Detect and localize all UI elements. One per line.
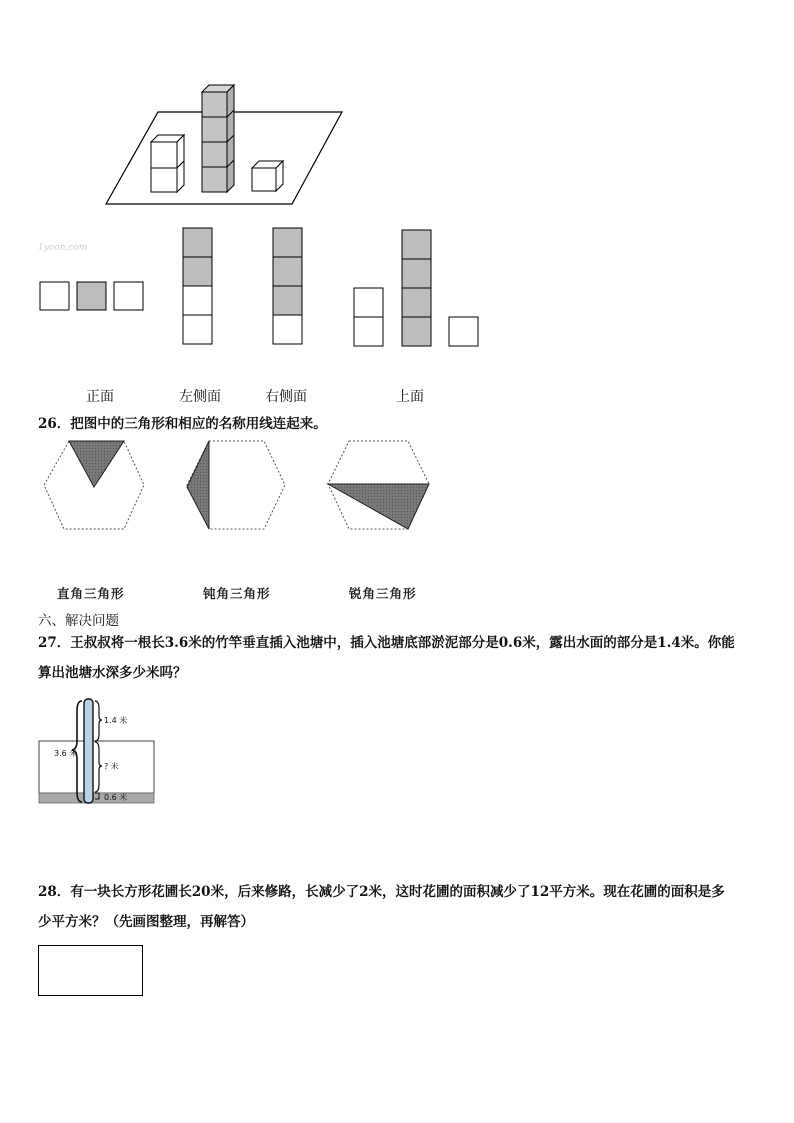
question-28-line1: 28．有一块长方形花圃长20米，后来修路，长减少了2米，这时花圃的面积减少了12平方米。现在花圃的面积是多 (38, 884, 725, 900)
left-side-view (183, 228, 212, 344)
front-view-label: 正面 (86, 389, 114, 405)
garden-rectangle (38, 945, 143, 996)
label-obtuse-triangle: 钝角三角形 (203, 586, 271, 601)
above-water-label: 1.4 米 (104, 716, 128, 725)
question-26: 26．把图中的三角形和相应的名称用线连起来。 (38, 416, 327, 432)
hexagon-1 (44, 441, 144, 529)
cube-arrangement-figure (100, 80, 350, 210)
top-view-label: 上面 (396, 389, 424, 405)
mud-length-label: 0.6 米 (104, 793, 128, 802)
front-view (40, 282, 143, 310)
tall-cube-stack (202, 85, 234, 192)
label-right-triangle: 直角三角形 (57, 586, 125, 601)
right-side-view (273, 228, 302, 344)
left-view-label: 左侧面 (179, 389, 221, 405)
total-length-label: 3.6 米 (54, 749, 78, 758)
single-cube (252, 161, 283, 191)
question-28-line2: 少平方米？（先画图整理，再解答） (38, 914, 254, 930)
question-27-line1: 27．王叔叔将一根长3.6米的竹竿垂直插入池塘中，插入池塘底部淤泥部分是0.6米，露出水面的部分是1.4米。你能 (38, 635, 735, 651)
section-6-title: 六、解决问题 (38, 613, 119, 629)
hexagons-figure (40, 438, 440, 533)
hexagon-2 (187, 441, 285, 529)
watermark: 1yoon.com (38, 243, 88, 253)
question-27-line2: 算出池塘水深多少米吗？ (38, 665, 187, 681)
left-cube-stack (151, 135, 184, 192)
label-acute-triangle: 锐角三角形 (349, 586, 417, 601)
top-view (354, 230, 478, 346)
right-view-label: 右侧面 (265, 389, 307, 405)
views-figure (36, 224, 486, 349)
hexagon-3 (328, 441, 429, 529)
unknown-depth-label: ? 米 (104, 762, 119, 771)
pond-figure (38, 696, 158, 806)
